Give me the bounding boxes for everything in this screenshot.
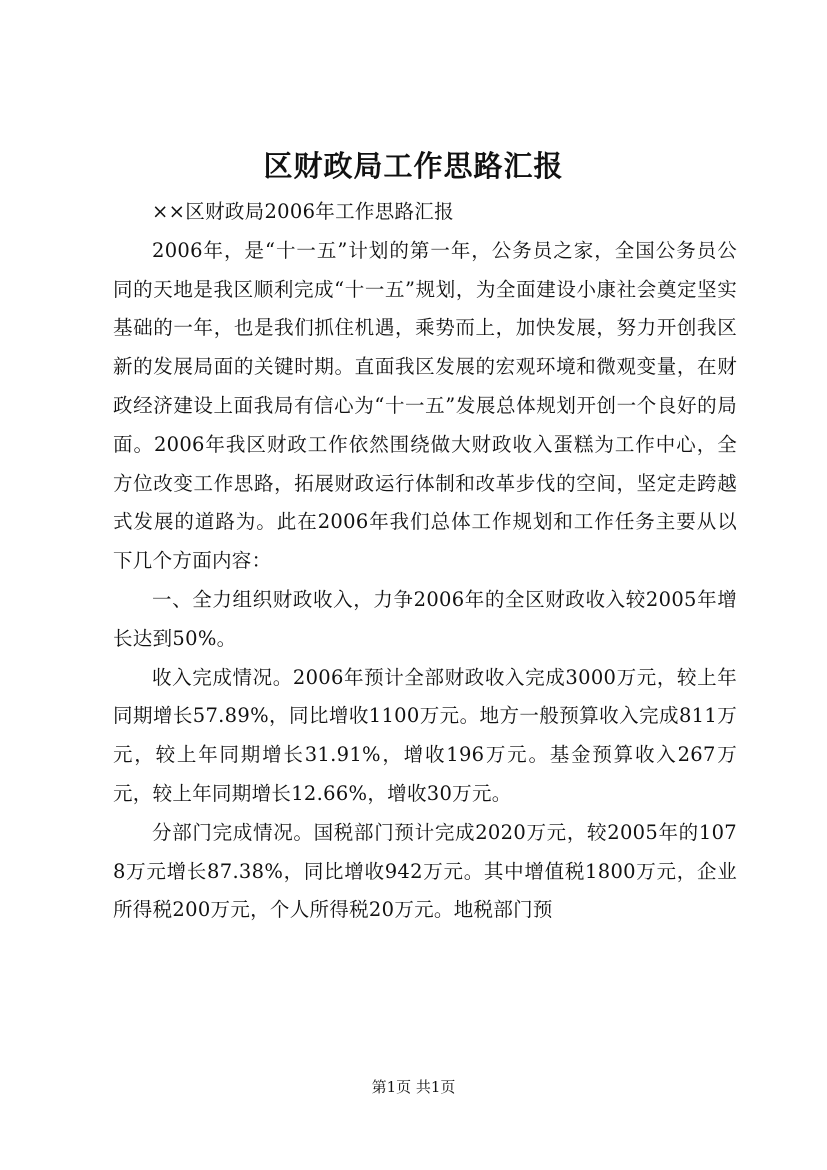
paragraph-intro: 2006年，是“十一五”计划的第一年，公务员之家，全国公务员公同的天地是我区顺利完成“十一五”规划，为全面建设小康社会奠定坚实基础的一年，也是我们抓住机遇，乘势而上，加快发展，努力开创我区新的发展局面的关键时期。直面我区发展的宏观环境和微观变量，在财政经济建设上面我局有信心为“十一五”发展总体规划开创一个良好的局面。2006年我区财政工作依然围绕做大财政收入蛋糕为工作中心，全方位改变工作思路，拓展财政运行体制和改革步伐的空间，坚定走跨越式发展的道路为。此在2006年我们总体工作规划和工作任务主要从以下几个方面内容： (113, 238, 737, 573)
paragraph-subtitle: ××区财政局2006年工作思路汇报 (152, 200, 454, 223)
paragraph-department-status: 分部门完成情况。国税部门预计完成2020万元，较2005年的1078万元增长87.38%，同比增收942万元。其中增值税1800万元，企业所得税200万元，个人所得税20万元。地税部门预 (113, 820, 737, 922)
paragraph-revenue-status: 收入完成情况。2006年预计全部财政收入完成3000万元，较上年同期增长57.89%，同比增收1100万元。地方一般预算收入完成811万元，较上年同期增长31.91%，增收196万元。基金预算收入267万元，较上年同期增长12.66%，增收30万元。 (113, 665, 737, 805)
document-body (113, 193, 737, 930)
document-title: 区财政局工作思路汇报 (263, 149, 564, 183)
paragraph-section-one: 一、全力组织财政收入，力争2006年的全区财政收入较2005年增长达到50%。 (113, 587, 737, 650)
page-footer: 第1页 共1页 (371, 1078, 456, 1096)
